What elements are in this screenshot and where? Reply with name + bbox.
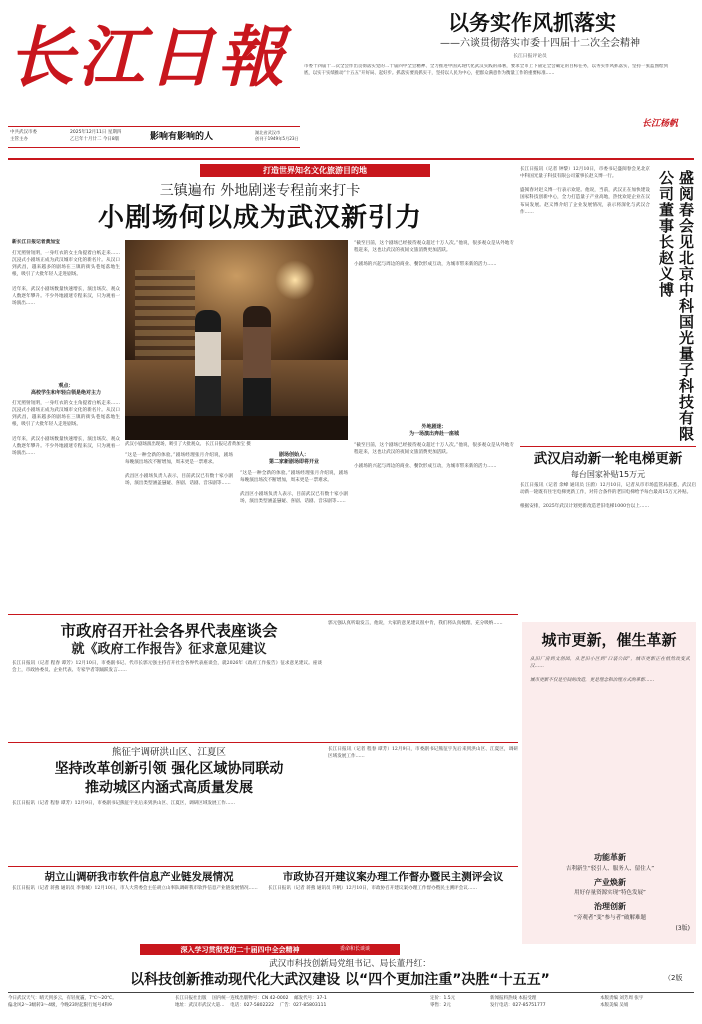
cities-text: 从旧厂房到文创园，从老旧小区到“口袋公园”，城市更新正在悄然改变武汉…… 城市更新不仅是空间的改造，更是理念和治理方式的革新…… <box>530 657 690 684</box>
cities-title: 城市更新，催生革新 <box>541 631 677 649</box>
section-divider-2 <box>8 614 518 615</box>
banner-sign: 长江杨帆 <box>642 119 679 129</box>
date-info: 2025年12月11日 星期四 乙巳年十月廿二 今日8版 <box>70 130 122 142</box>
lead-subtitle: 三镇遍布 外地剧迷专程前来打卡 <box>159 183 361 199</box>
bottom-banner-title: 以科技创新推动现代化大武汉建设 以“四个更加注重”决胜“十五五” <box>130 972 550 988</box>
footer-hotline: 新闻报料热线 本报受理 发行电话：027-85751777 <box>490 996 546 1008</box>
lead-text-col2: “这是一种全新的体验。”剧场经理张月介绍说，剧场每晚演出场次不断增加，周末更是一票难求。 武昌区小剧场负责人表示，目前武汉已有数十家小剧场，演出类型涵盖悬疑、喜剧、话剧、音乐剧等…… <box>125 453 233 487</box>
lead-text-col1b: 打光照射短明，一身红衣的女主角提着白纸走来……沉浸式小剧场正成为武汉城市文化的新名片。从汉口到武昌，越来越多的剧场在三镇的街头巷尾落地生根，吸引了大批年轻人走进剧场。 近年来，武汉小剧场数量快速增长，演出场次、观众人数逐年攀升。不少外地剧迷专程来汉，只为观看一场演出…… <box>12 401 120 456</box>
bottom-banner-page: （2版 <box>664 974 683 982</box>
elevator-text: 长江日报讯（记者 余峰 通讯员 汪蔚）12月10日，记者从市市场监管局获悉，武汉启动新一轮既有住宅电梯更新工作，对符合条件的老旧电梯给予每台最高15万元补贴。 根据安排，2025年武汉计划更新改造老旧电梯1000台以上…… <box>520 483 696 510</box>
actor-right <box>243 306 271 422</box>
fourth-title: 胡立山调研我市软件信息产业链发展情况 <box>44 871 234 883</box>
lead-side-label1: 观点： <box>58 383 74 389</box>
third-kicker: 熊征宇调研洪山区、江夏区 <box>111 747 226 758</box>
fifth-text: 长江日报讯（记者 蒋燕 通讯员 许帆）12月10日，市政协召开建议案办理工作督办暨民主测评会议…… <box>268 886 478 891</box>
bottom-banner-ribbon-text: 深入学习贯彻党的二十届四中全会精神 <box>180 946 300 954</box>
founding-info: 湖北省武汉市 创刊于1949年5月23日 <box>255 130 299 142</box>
footer-price: 定价：1.5元 零售：2元 <box>430 996 456 1008</box>
lead-text-col3: “截至目前，这个剧场已经接待观众超过十万人次。”他说，很多观众是从外地专程赶来，这也让武汉的夜间文旅消费更加活跃。 小剧场的兴起与周边的商业、餐饮形成互动，为城市带来新的活力…… <box>354 241 514 268</box>
lead-text-col1: 打光照射短明，一身红衣的女主角提着白纸走来……沉浸式小剧场正成为武汉城市文化的新名片。从汉口到武昌，越来越多的剧场在三镇的街头巷尾落地生根，吸引了大批年轻人走进剧场。 近年来，武汉小剧场数量快速增长，演出场次、观众人数逐年攀升。不少外地剧迷专程来汉，只为观看一场演出…… <box>12 251 120 306</box>
lead-kicker-text: 打造世界知名文化旅游目的地 <box>263 166 367 175</box>
masthead-logo: 长江日報 <box>8 18 288 96</box>
lead-photo <box>125 240 348 440</box>
footer-weather: 今日武汉天气：晴天到多云，有轻度霾，7℃～20℃。 偏北风2～3级转3～4级，今晚23时起限行尾号4和9 <box>8 996 117 1008</box>
cities-item-4: 用好存量资源实现“特色发展” <box>574 890 646 897</box>
slogan: 影响有影响的人 <box>150 132 214 142</box>
lead-title: 小剧场何以成为武汉新引力 <box>97 203 422 233</box>
lead-right-label <box>354 424 514 439</box>
lead-byline: 新长江日报记者黄加宝 <box>12 240 60 245</box>
third-text-right: 长江日报讯（记者 程春 谭芳）12月9日，市委副书记熊征宇先后来到洪山区、江夏区，调研区域发展工作…… <box>328 747 518 760</box>
elevator-subtitle: 每台国家补贴15万元 <box>570 470 646 479</box>
banner-headline: 以务实作风抓落实 <box>448 11 616 35</box>
footer-rule <box>8 992 694 993</box>
cities-item-1: 功能革新 <box>594 853 626 862</box>
cities-page-ref: (3版) <box>675 924 690 932</box>
second-subtitle: 就《政府工作报告》征求意见建议 <box>71 642 267 657</box>
lead-side-label2: 高校学生和年轻白领是绝对主力 <box>30 390 101 397</box>
lead-mid-label1: 剧场创始人： <box>278 452 309 458</box>
cities-item-6: “旁观者”变“参与者”破解难题 <box>574 914 646 921</box>
cities-item-3: 产业焕新 <box>594 877 626 887</box>
lead-mid-label <box>240 452 348 467</box>
stage-shelf <box>135 270 195 360</box>
section-divider-3 <box>8 742 518 743</box>
meeting-text: 长江日报讯（记者 钟黎）12月10日，市委书记盛阅春会见北京中科国光量子科技有限公司董事长赵义博一行。 盛阅春对赵义博一行表示欢迎。他说，当前，武汉正在加快建设国家科技创新中心，全力打造量子产业高地，热忱欢迎企业在汉布局发展。赵义博介绍了企业发展情况，表示将深化与武汉合作…… <box>520 167 650 215</box>
bottom-banner-sub: 武汉市科技创新局党组书记、局长董丹红： <box>269 959 431 969</box>
meeting-title: 盛阅春会见北京中科国光量子科技有限公司董事长赵义博 <box>657 170 695 442</box>
actor-left <box>195 310 221 420</box>
bottom-banner-tag: 委命和长谈谈 <box>340 946 371 952</box>
lead-text-col3b: “截至目前，这个剧场已经接待观众超过十万人次。”他说，很多观众是从外地专程赶来，这也让武汉的夜间文旅消费更加活跃。 小剧场的兴起与周边的商业、餐饮形成互动，为城市带来新的活力…… <box>354 443 514 470</box>
second-text-1: 长江日报讯（记者 程春 谭芳）12月10日，市委副书记、代市长郭元强主持召开社会各界代表座谈会，就2026年《政府工作报告》征求意见建议。座谈会上，市政协委员、企业代表、专家学者等踊跃发言…… <box>12 661 322 674</box>
lead-right-label1: 外地剧迷： <box>421 424 447 430</box>
fourth-text: 长江日报讯（记者 蒋燕 通讯员 李春城）12月10日，市人大常委会主任胡立山率队调研我市软件信息产业链发展情况…… <box>12 886 258 891</box>
stage-floor <box>125 416 348 440</box>
elevator-title: 武汉启动新一轮电梯更新 <box>533 451 683 467</box>
lead-text-col2b: “这是一种全新的体验。”剧场经理张月介绍说，剧场每晚演出场次不断增加，周末更是一票难求。 武昌区小剧场负责人表示，目前武汉已有数十家小剧场，演出类型涵盖悬疑、喜剧、话剧、音乐剧等…… <box>240 471 348 505</box>
cities-item-5: 治理创新 <box>594 902 626 912</box>
banner-subhead: ——六谈贯彻落实市委十四届十二次全会精神 <box>440 38 640 49</box>
lead-right-label2: 为一场演出奔赴一座城 <box>408 431 459 438</box>
stage-lamp <box>275 260 315 300</box>
cities-item-2: 吉利新生“驳引人、服务人、留住人” <box>565 865 655 872</box>
footer-address: 长江日报社出版 国内统一连续出版物号：CN 42-0002 邮发代号：37-1 地址：武汉市武汉大道… 电话：027-5802222 广告：027-85803111 <box>175 996 327 1008</box>
masthead-divider <box>8 158 694 160</box>
right-divider-1 <box>520 446 696 447</box>
banner-byline: 长江日报评论员 <box>513 54 547 59</box>
lead-mid-label2: 第二家新剧场即将开业 <box>268 459 319 466</box>
third-title: 坚持改革创新引领 强化区域协同联动 推动城区内涵式高质量发展 <box>54 761 284 796</box>
third-text: 长江日报讯（记者 程春 谭芳）12月9日，市委副书记熊征宇先后来到洪山区、江夏区，调研区域发展工作…… <box>12 801 236 806</box>
footer-editors: 本版责编 刘芳周 张宇 本版美编 吴娟 <box>600 996 644 1008</box>
lead-side-label <box>12 383 120 398</box>
section-divider-4 <box>8 866 518 867</box>
second-title: 市政府召开社会各界代表座谈会 <box>60 622 278 640</box>
banner-text: 市委十四届十二次全会作出贯彻落实党的二十届四中全会精神、全力推进中国式现代化武汉实践的部署，要求全市上下锚定全会确定的目标任务，以务实作风抓落实，坚持一张蓝图绘到底，以实干实绩推动“十五五”开好局、起好步。抓落实要真抓实干，坚持以人民为中心，把群众满意作为衡量工作的重要标准…… <box>304 64 668 76</box>
lead-photo-caption: 武汉小剧场演出现场，吸引了大批观众。 长江日报记者黄加宝 摄 <box>125 442 251 447</box>
cities-items <box>530 852 690 933</box>
publisher-info: 中共武汉市委 主管主办 <box>10 130 37 142</box>
fifth-title: 市政协召开建议案办理工作督办暨民主测评会议 <box>282 871 504 883</box>
second-text-2: 郭元强认真听取发言，他说，大家的意见建议很中肯，我们将认真梳理、充分吸纳…… <box>328 621 503 626</box>
